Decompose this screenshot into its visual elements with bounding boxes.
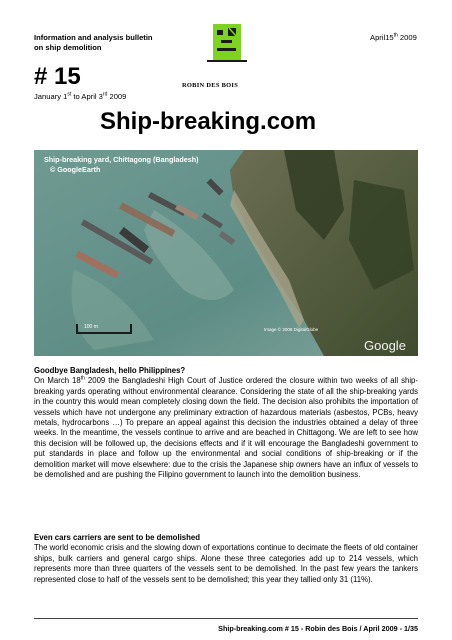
- site-title: Ship-breaking.com: [100, 108, 317, 135]
- issue-date-suffix: th: [393, 32, 398, 39]
- page-footer: Ship-breaking.com # 15 - Robin des Bois / April 2009 - 1/35: [218, 624, 418, 633]
- image-credit: Image © 2008 DigitalGlobe: [264, 327, 319, 332]
- satellite-photo: [34, 150, 418, 356]
- logo-icon: [205, 22, 249, 78]
- article-car-carriers-body: The world economic crisis and the slowing down of exportations continue to decimate the fleets of old container ships, bulk carriers and general cargo ships. Alone these three categories add up to 214 vessels, which represents more than three quarters of the vessels sent to be demolished. In the past few years the tankers represented close to half of the vessels sent to be demolished; this year they tallied only 31 (11%).: [34, 543, 418, 584]
- range-start: January 1: [34, 92, 68, 101]
- footer-divider: [34, 618, 418, 619]
- logo-caption: ROBIN DES BOIS: [182, 82, 239, 89]
- robin-des-bois-logo: [205, 22, 249, 64]
- issue-number: # 15: [34, 63, 81, 90]
- article-philippines: [34, 366, 418, 480]
- article-philippines-body-start: On March 18: [34, 376, 81, 386]
- issue-date-year: 2009: [397, 33, 417, 42]
- google-watermark: Google: [364, 338, 406, 353]
- article-car-carriers-heading: Even cars carriers are sent to be demolished: [34, 533, 200, 542]
- photo-caption-line-1: Ship-breaking yard, Chittagong (Bangladesh): [44, 155, 199, 164]
- article-car-carriers: [34, 533, 418, 585]
- issue-date-day: April15: [370, 33, 394, 42]
- photo-caption: [44, 155, 199, 175]
- photo-caption-line-2: © GoogleEarth: [50, 165, 101, 174]
- date-range: [34, 92, 126, 101]
- article-philippines-date-suffix: th: [80, 375, 85, 382]
- article-philippines-heading: Goodbye Bangladesh, hello Philippines?: [34, 366, 186, 375]
- range-end-suffix: rd: [102, 91, 108, 98]
- scale-label: 100 m: [84, 324, 98, 330]
- range-year: 2009: [107, 92, 127, 101]
- bulletin-line-1: Information and analysis bulletin: [34, 33, 153, 42]
- satellite-image: [34, 150, 418, 356]
- article-philippines-body-rest: 2009 the Bangladeshi High Court of Justice ordered the closure within two weeks of all ship-breaking yards operating without environmental clearance. Considering the state of all the ship-breaking yards in the country this would mean completely closing down the field. The decision also prohibits the importation of vessels which have not undergone any preliminary extraction of hazardous materials (asbestos, PCBs, heavy metals, hydrocarbons …) To prepare an appeal against this decision the industries obtained a delay of three weeks. In the meantime, the vessels continue to arrive and are beached in Chittagong. We are left to see how this decision will be followed up, the decisions effects and if it will encourage the Bangladeshi government to put standards in place and follow up the environmental and social conditions of ship-breaking or if the demolition market will move elsewhere: due to the crisis the Japanese ship owners have an influx of vessels to be demolished and are pushing the Filipino government to launch into the demolition business.: [34, 376, 418, 480]
- bulletin-line-2: on ship demolition: [34, 43, 102, 52]
- bulletin-title: [34, 33, 153, 53]
- article-philippines-body: [34, 376, 418, 480]
- range-end: to April 3: [71, 92, 103, 101]
- range-start-suffix: st: [67, 91, 72, 98]
- issue-date: [370, 33, 417, 42]
